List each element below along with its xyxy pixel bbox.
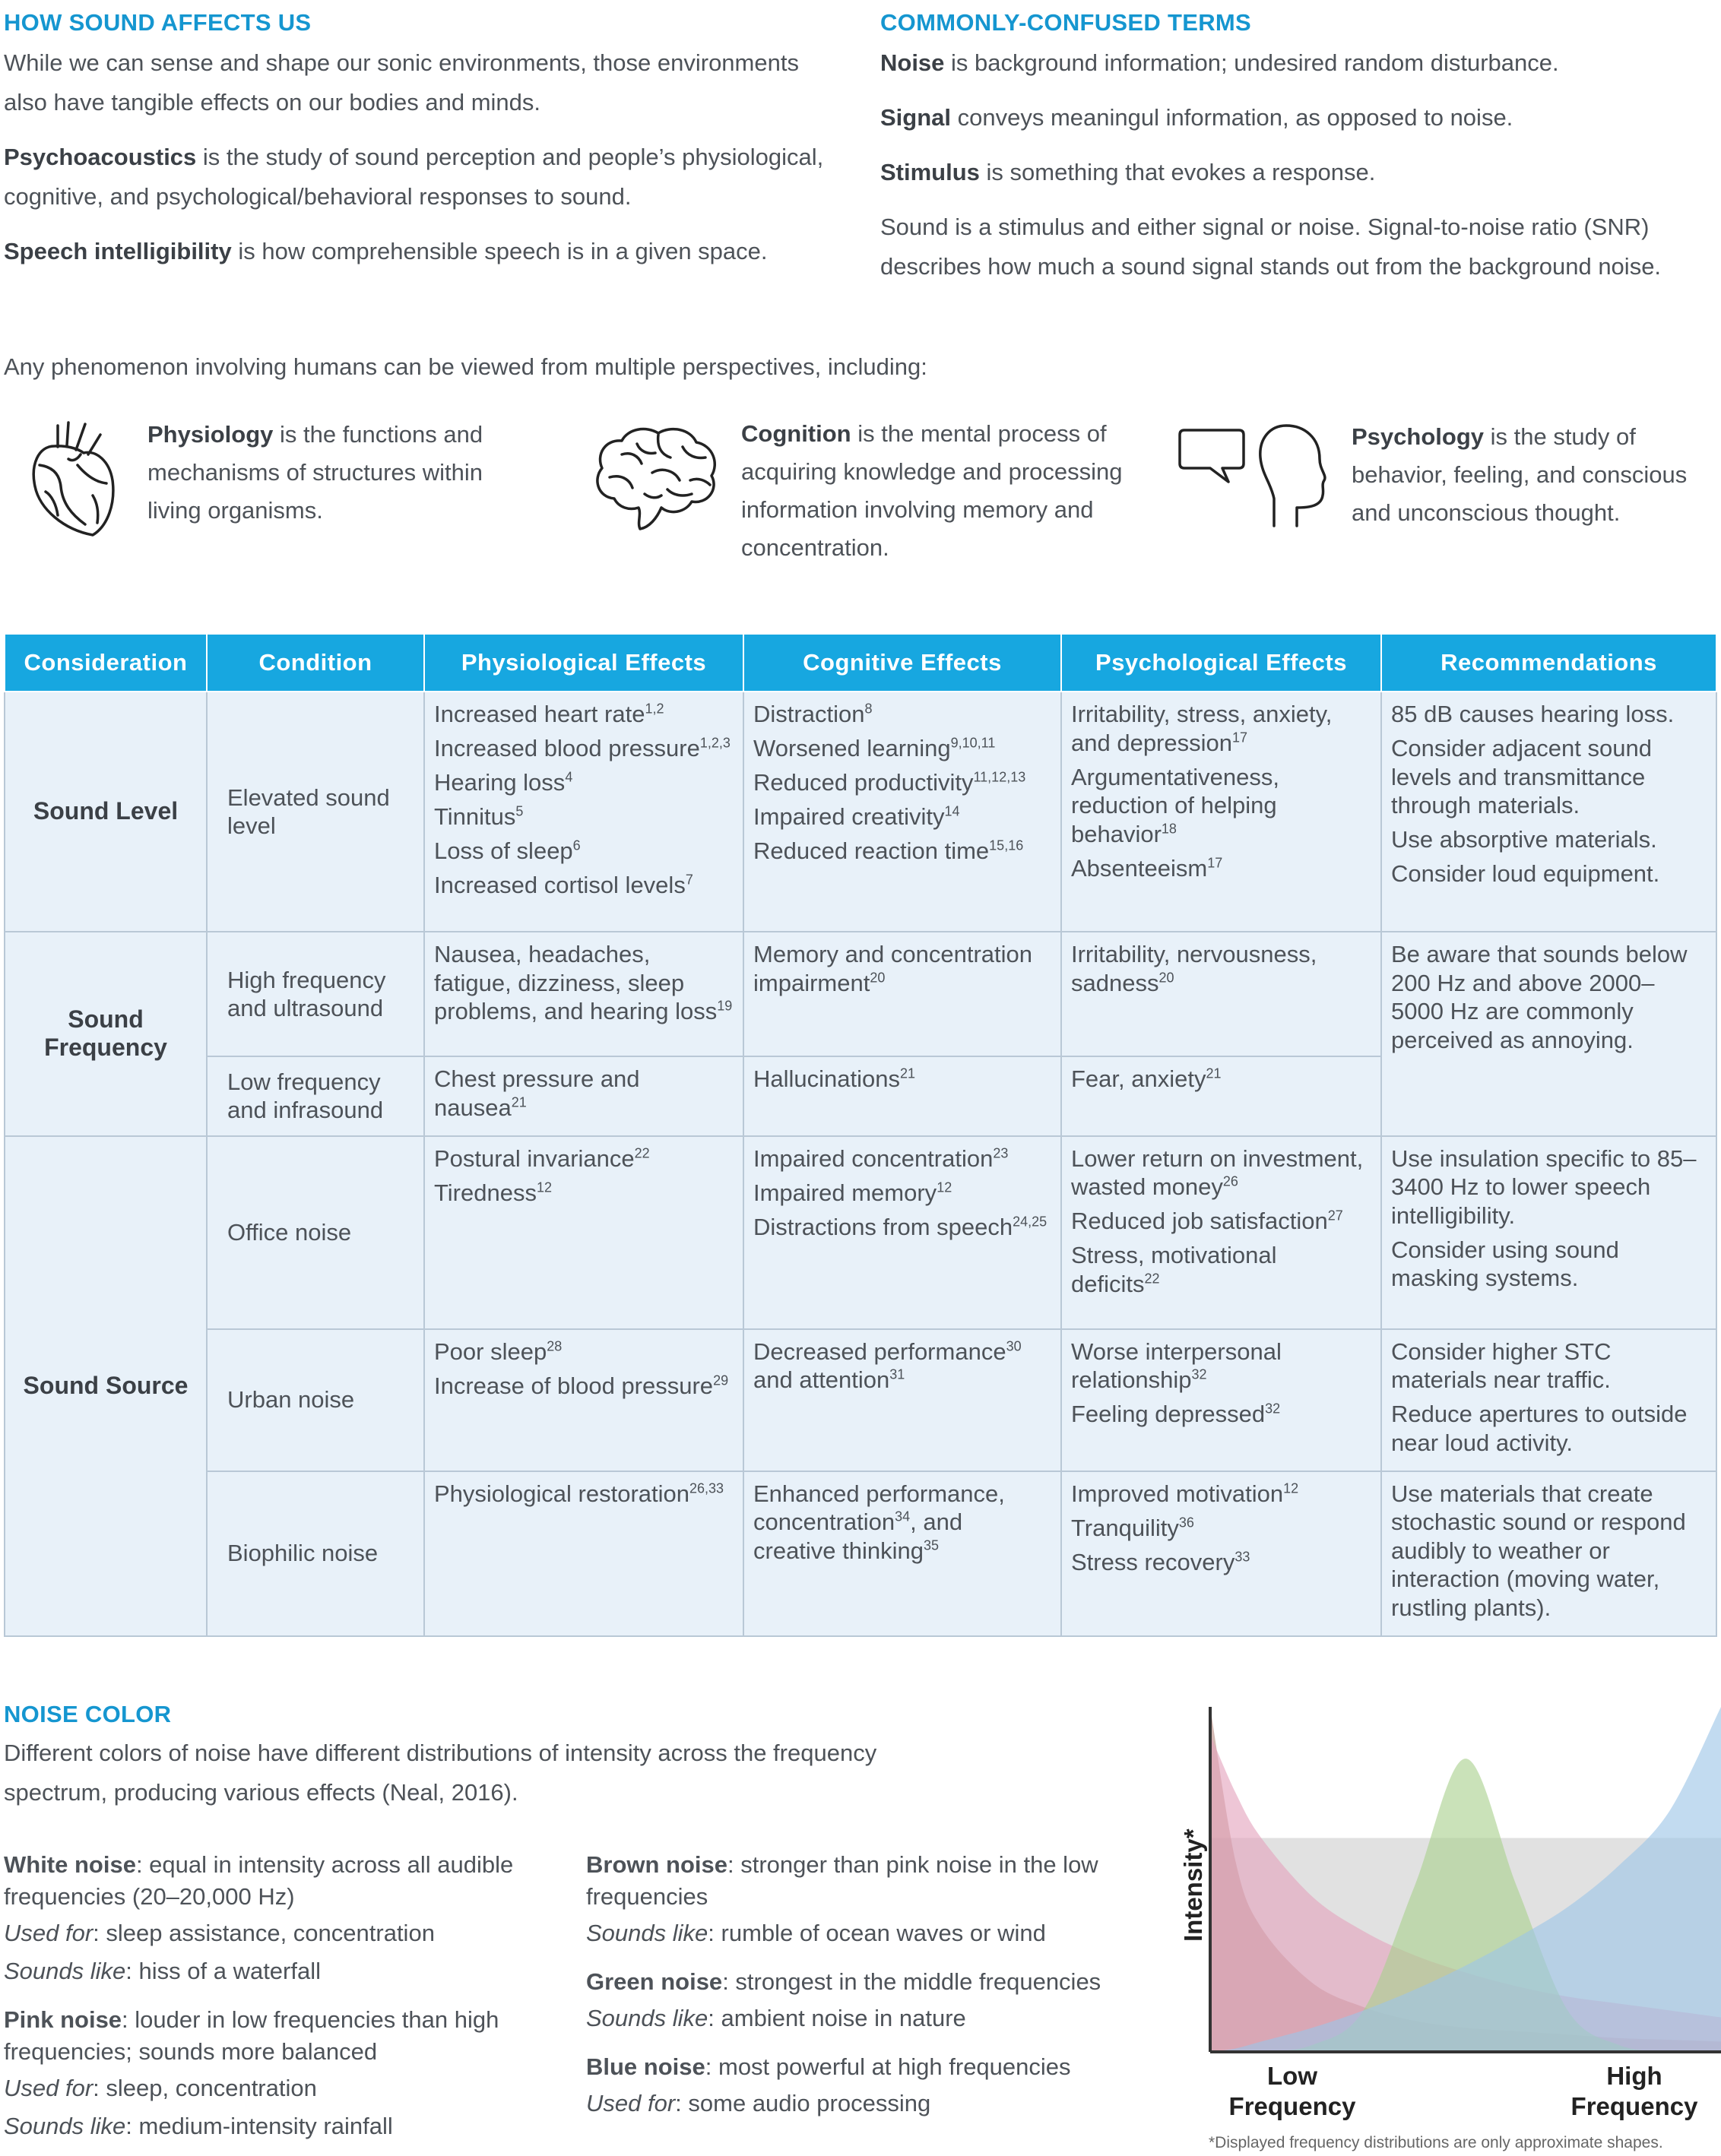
consideration-sound-level: Sound Level [5, 692, 207, 932]
condition-biophilic: Biophilic noise [207, 1471, 424, 1636]
white-noise-def: White noise: equal in intensity across all audible frequencies (20–20,000 Hz) [4, 1851, 514, 1910]
header-physiological: Physiological Effects [424, 634, 743, 692]
table-row [5, 692, 1716, 932]
chart-x-high-label: High Frequency [1570, 2062, 1698, 2120]
psych-effects: Lower return on investment, wasted money$^{26}$ Reduced job satisfaction$^{27}$ Stress, motivational deficits$^{22}$ [1061, 1136, 1381, 1329]
effects-table [4, 633, 1717, 1637]
condition-urban: Urban noise [207, 1329, 424, 1471]
table-row [5, 1329, 1716, 1471]
how-sound-section [4, 43, 848, 287]
heart-icon [24, 419, 119, 537]
recommendations: Be aware that sounds below 200 Hz and above 2000–5000 Hz are commonly perceived as annoying. [1381, 932, 1716, 1136]
chart-ylabel: Intensity* [1179, 1828, 1207, 1942]
noise-color-chart [1155, 1702, 1721, 2105]
cog-effects: Hallucinations$^{21}$ [743, 1056, 1061, 1136]
phys-effects: Postural invariance$^{22}$ Tiredness$^{12}$ [424, 1136, 743, 1329]
snr-def: Sound is a stimulus and either signal or noise. Signal-to-noise ratio (SNR) describes how much a sound signal stands out from the background noise. [880, 214, 1662, 280]
noise-color-intro: Different colors of noise have different distributions of intensity across the frequency spectrum, producing various effects (Neal, 2016). [4, 1740, 877, 1806]
noise-color-title: NOISE COLOR [4, 1701, 172, 1727]
cog-effects: Distraction$^8$ Worsened learning$^{9,10,11}$ Reduced productivity$^{11,12,13}$ Impaired creativity$^{14}$ Reduced reaction time$^{15,16}$ [743, 692, 1061, 932]
cog-effects: Memory and concentration impairment$^{20}$ [743, 932, 1061, 1056]
phys-effects: Chest pressure and nausea$^{21}$ [424, 1056, 743, 1136]
recommendations: 85 dB causes hearing loss. Consider adjacent sound levels and transmittance through materials. Use absorptive materials. Consider loud equipment. [1381, 692, 1716, 932]
chart-footnote: *Displayed frequency distributions are only approximate shapes. [1209, 2134, 1663, 2151]
cog-effects: Enhanced performance, concentration$^{34}$, and creative thinking$^{35}$ [743, 1471, 1061, 1636]
table-header-row [5, 634, 1716, 692]
cog-effects: Decreased performance$^{30}$ and attention$^{31}$ [743, 1329, 1061, 1471]
consideration-sound-frequency: Sound Frequency [5, 932, 207, 1136]
table-row [5, 1471, 1716, 1636]
noise-col-left: White noise: equal in intensity across all audible frequencies (20–20,000 Hz) Used for: sleep assistance, concentration Sounds like: hiss of a waterfall Pink noise: louder in low frequencies than high frequencies; sounds more balanced Used for: sleep, concentration Sounds like: medium-intensity rainfall [4, 1849, 559, 2142]
how-sound-intro: While we can sense and shape our sonic environments, those environments also have tangible effects on our bodies and minds. [4, 49, 799, 116]
how-sound-title: HOW SOUND AFFECTS US [4, 9, 312, 36]
cog-effects: Impaired concentration$^{23}$ Impaired memory$^{12}$ Distractions from speech$^{24,25}$ [743, 1136, 1061, 1329]
table-row [5, 1136, 1716, 1329]
brain-icon [591, 424, 721, 530]
psych-effects: Irritability, stress, anxiety, and depression$^{17}$ Argumentativeness, reduction of helping behavior$^{18}$ Absenteeism$^{17}$ [1061, 692, 1381, 932]
psychology-def: Psychology is the study of behavior, feeling, and conscious and unconscious thought. [1352, 423, 1688, 526]
psych-effects: Irritability, nervousness, sadness$^{20}$ [1061, 932, 1381, 1056]
intelligibility-def: Speech intelligibility is how comprehensible speech is in a given space. [4, 238, 768, 264]
signal-def: Signal conveys meaningul information, as opposed to noise. [880, 104, 1513, 131]
head-profile-icon [1256, 423, 1332, 529]
phys-effects: Nausea, headaches, fatigue, dizziness, sleep problems, and hearing loss$^{19}$ [424, 932, 743, 1056]
condition-low-frequency: Low frequency and infrasound [207, 1056, 424, 1136]
recommendations: Use insulation specific to 85–3400 Hz to lower speech intelligibility. Consider using sound masking systems. [1381, 1136, 1716, 1329]
psych-effects: Improved motivation$^{12}$ Tranquility$^{36}$ Stress recovery$^{33}$ [1061, 1471, 1381, 1636]
header-recommendations: Recommendations [1381, 634, 1716, 692]
recommendations: Use materials that create stochastic sound or respond audibly to weather or interaction (moving water, rustling plants). [1381, 1471, 1716, 1636]
blue-noise-def: Blue noise: most powerful at high frequencies [586, 2053, 1071, 2080]
header-cognitive: Cognitive Effects [743, 634, 1061, 692]
speech-bubble-icon [1177, 426, 1247, 486]
terms-section [880, 43, 1720, 302]
condition-elevated: Elevated sound level [207, 692, 424, 932]
psych-effects: Fear, anxiety$^{21}$ [1061, 1056, 1381, 1136]
noise-col-right: Brown noise: stronger than pink noise in the low frequencies Sounds like: rumble of ocean waves or wind Green noise: strongest in the middle frequencies Sounds like: ambient noise in nature Blue noise: most powerful at high frequencies Used for: some audio processing [586, 1849, 1133, 2120]
psychoacoustics-def: Psychoacoustics is the study of sound perception and people’s physiological, cognitive, and psychological/behavioral responses to sound. [4, 144, 824, 210]
cognition-def: Cognition is the mental process of acquiring knowledge and processing information involving memory and concentration. [741, 420, 1123, 561]
green-noise-def: Green noise: strongest in the middle frequencies [586, 1968, 1101, 1995]
brown-noise-def: Brown noise: stronger than pink noise in the low frequencies [586, 1851, 1098, 1910]
table-row [5, 932, 1716, 1056]
recommendations: Consider higher STC materials near traffic. Reduce apertures to outside near loud activity. [1381, 1329, 1716, 1471]
psych-effects: Worse interpersonal relationship$^{32}$ Feeling depressed$^{32}$ [1061, 1329, 1381, 1471]
perspectives-intro: Any phenomenon involving humans can be viewed from multiple perspectives, including: [4, 353, 927, 380]
phys-effects: Poor sleep$^{28}$ Increase of blood pressure$^{29}$ [424, 1329, 743, 1471]
chart-x-low-label: Low Frequency [1228, 2062, 1356, 2120]
noise-def: Noise is background information; undesired random disturbance. [880, 49, 1559, 76]
terms-title: COMMONLY-CONFUSED TERMS [880, 9, 1251, 36]
header-consideration: Consideration [5, 634, 207, 692]
condition-high-frequency: High frequency and ultrasound [207, 932, 424, 1056]
consideration-sound-source: Sound Source [5, 1136, 207, 1636]
physiology-def: Physiology is the functions and mechanisms of structures within living organisms. [147, 421, 483, 524]
header-condition: Condition [207, 634, 424, 692]
phys-effects: Physiological restoration$^{26,33}$ [424, 1471, 743, 1636]
condition-office: Office noise [207, 1136, 424, 1329]
pink-noise-def: Pink noise: louder in low frequencies than high frequencies; sounds more balanced [4, 2006, 499, 2065]
stimulus-def: Stimulus is something that evokes a response. [880, 159, 1376, 185]
phys-effects: Increased heart rate$^{1,2}$ Increased blood pressure$^{1,2,3}$ Hearing loss$^4$ Tinnitus$^5$ Loss of sleep$^6$ Increased cortisol levels$^7$ [424, 692, 743, 932]
header-psychological: Psychological Effects [1061, 634, 1381, 692]
